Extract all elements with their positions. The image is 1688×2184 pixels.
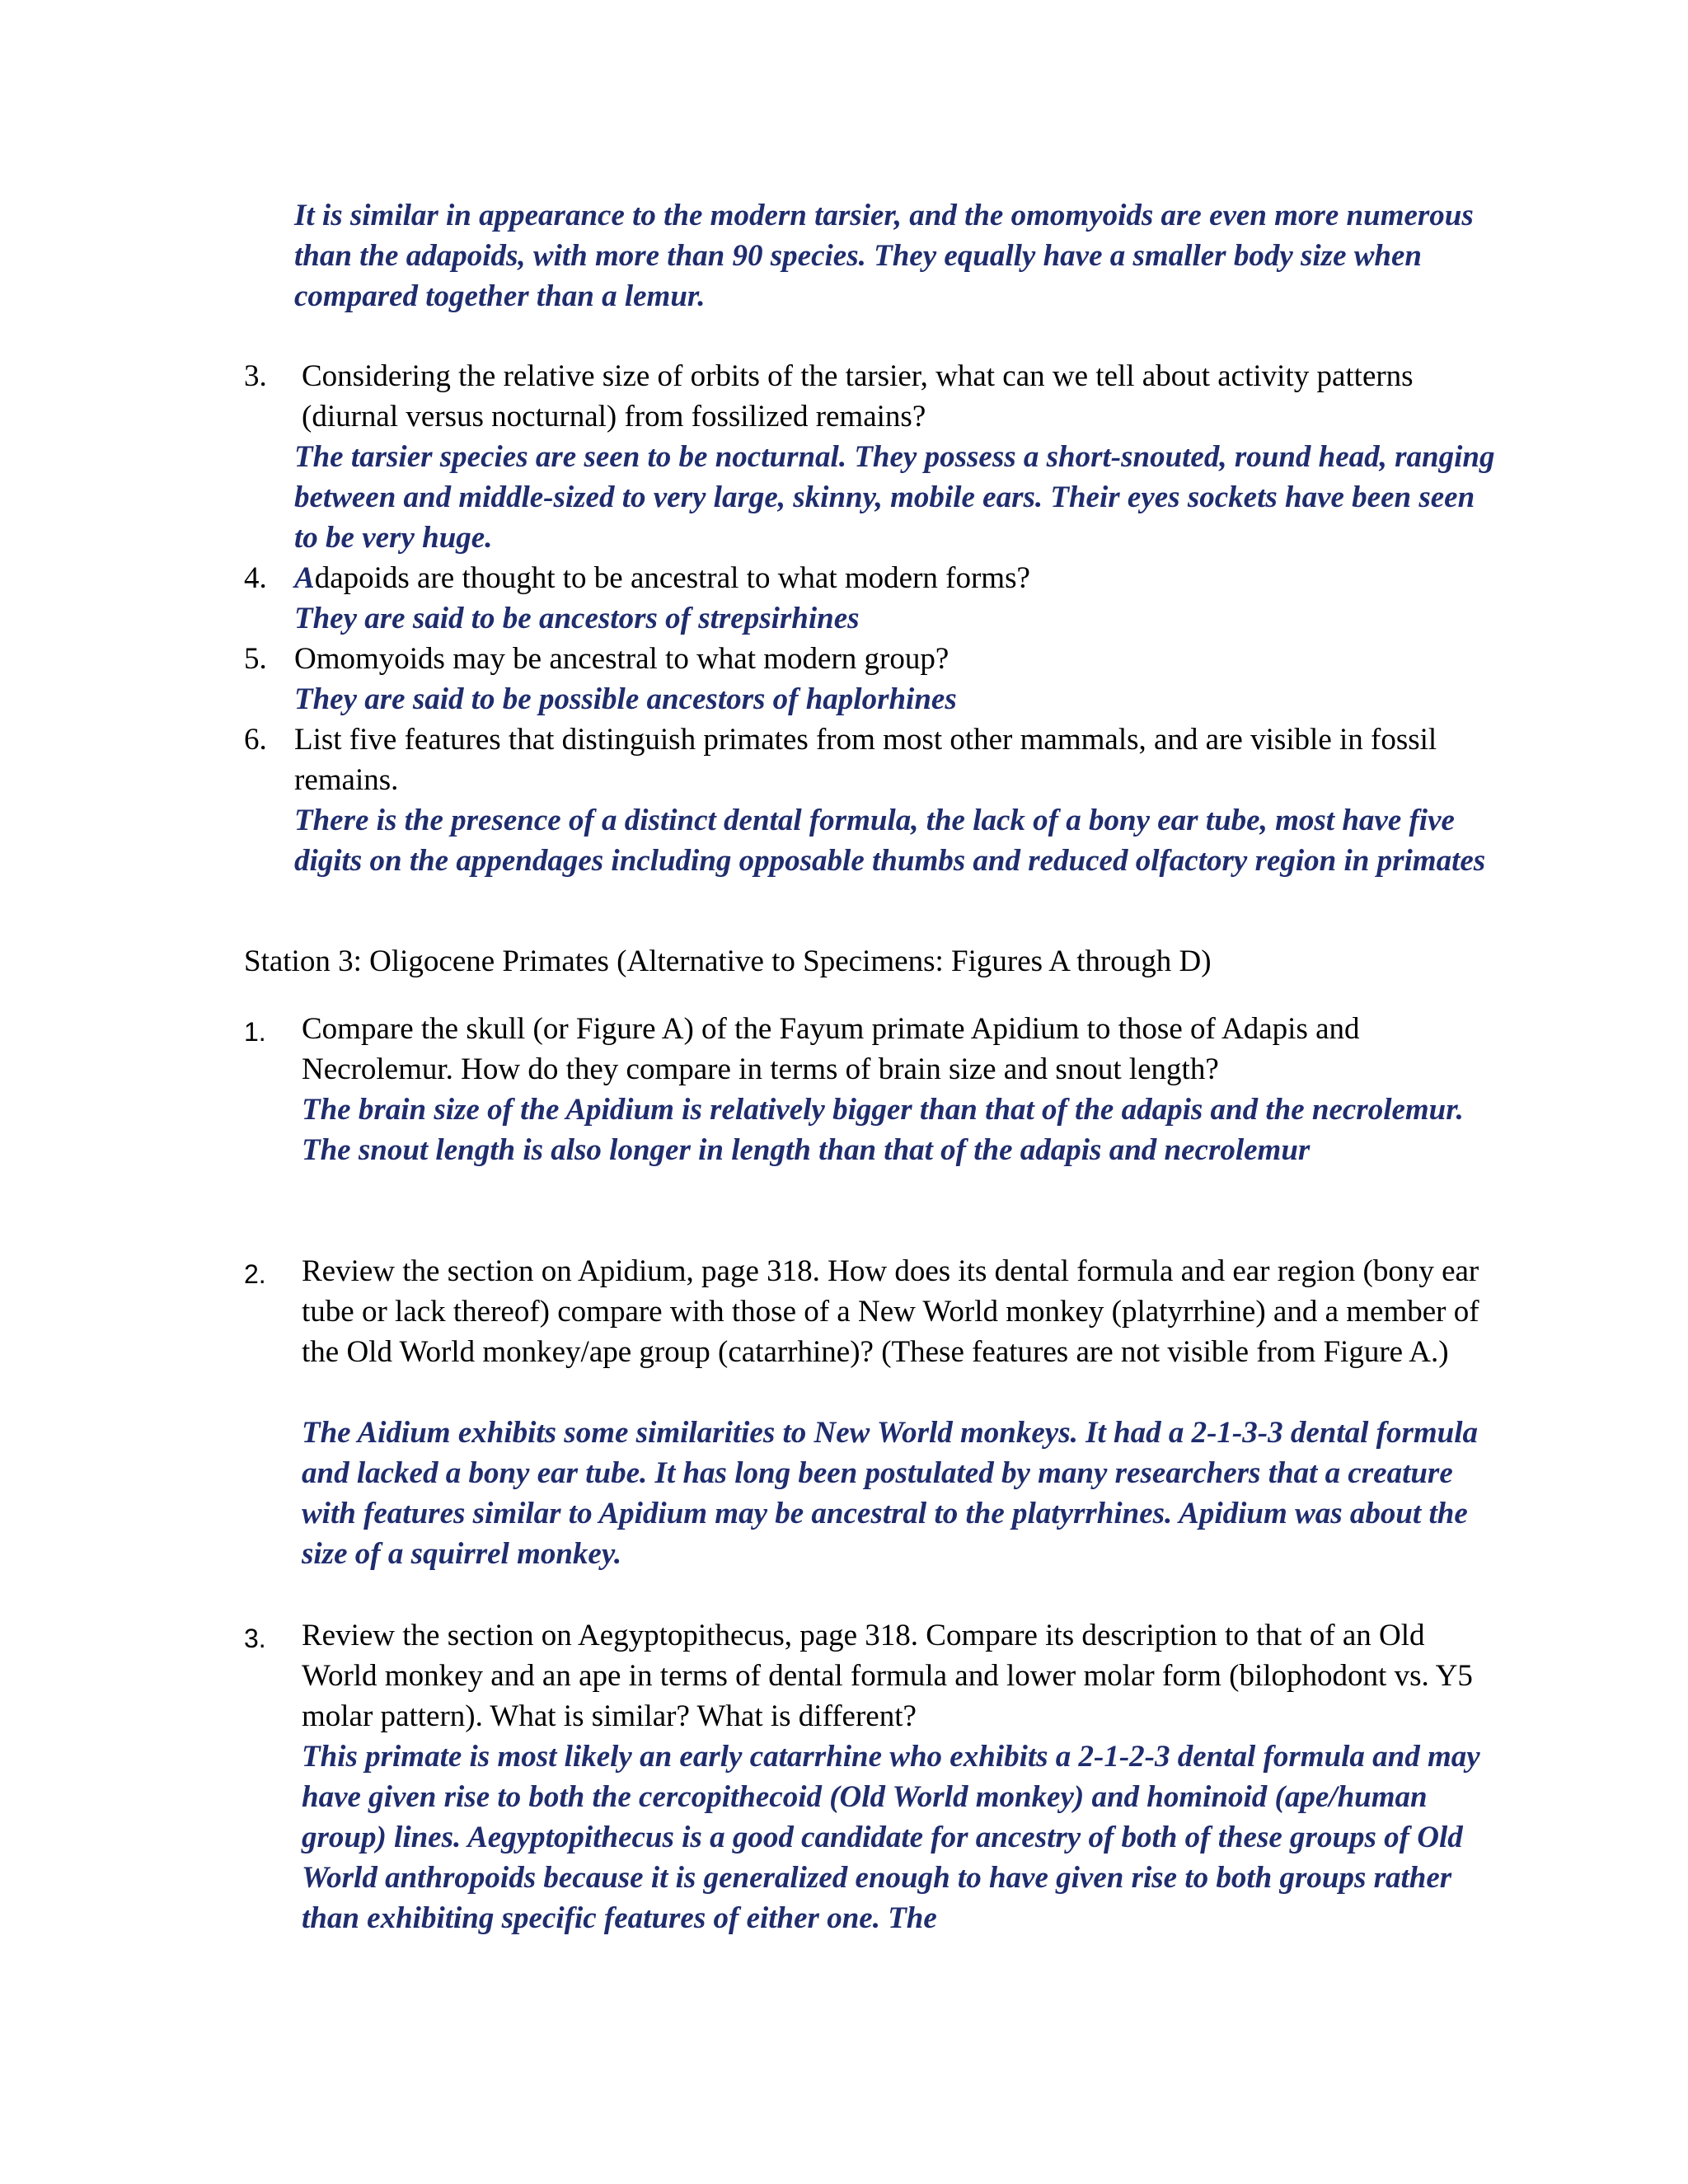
s3-question-2: [244, 1251, 1505, 1372]
question-6: [244, 719, 1505, 800]
answer-4: They are said to be ancestors of strepsirhines: [294, 602, 860, 635]
question-number: 3.: [244, 359, 267, 393]
s3-question-1: [244, 1009, 1505, 1090]
question-number: 4.: [244, 561, 267, 595]
question-number: 6.: [244, 723, 267, 757]
s3-answer-2: The Aidium exhibits some similarities to New World monkeys. It had a 2-1-3-3 dental formula and lacked a bony ear tube. It has long been postulated by many researchers that a creature with features similar to Apidium may be ancestral to the platyrrhines. Apidium was about the size of a squirrel monkey.: [302, 1416, 1478, 1571]
question-text: Considering the relative size of orbits of the tarsier, what can we tell about activity patterns (diurnal versus nocturnal) from fossilized remains?: [302, 359, 1414, 434]
intro-answer: It is similar in appearance to the modern tarsier, and the omomyoids are even more numerous than the adapoids, with more than 90 species. They equally have a smaller body size when compared together than a lemur.: [294, 199, 1474, 313]
question-text: [294, 558, 1505, 598]
s3-answer-3: This primate is most likely an early catarrhine who exhibits a 2-1-2-3 dental formula and may have given rise to both the cercopithecoid (Old World monkey) and hominoid (ape/human group) lines. Aegyptopithecus is a good candidate for ancestry of both of these groups of Old World anthropoids because it is generalized enough to have given rise to both groups rather than exhibiting specific features of either one. The: [302, 1740, 1480, 1935]
question-3: [244, 356, 1505, 437]
station-3-heading: Station 3: Oligocene Primates (Alternative to Specimens: Figures A through D): [244, 944, 1212, 978]
question-number: 5.: [244, 642, 267, 676]
question-number: 2.: [244, 1259, 266, 1289]
question-text: Compare the skull (or Figure A) of the Fayum primate Apidium to those of Adapis and Necrolemur. How do they compare in terms of brain size and snout length?: [302, 1012, 1360, 1086]
question-text: Review the section on Apidium, page 318. How does its dental formula and ear region (bony ear tube or lack thereof) compare with those of a New World monkey (platyrrhine) and a member of the Old World monkey/ape group (catarrhine)? (These features are not visible from Figure A.): [302, 1254, 1479, 1369]
s3-answer-1: The brain size of the Apidium is relatively bigger than that of the adapis and the necrolemur. The snout length is also longer in length than that of the adapis and necrolemur: [302, 1093, 1464, 1167]
question-number: 1.: [244, 1017, 266, 1047]
answer-5: They are said to be possible ancestors of haplorhines: [294, 682, 957, 716]
question-first-letter: A: [294, 561, 315, 595]
question-number: 3.: [244, 1624, 266, 1653]
question-text: Omomyoids may be ancestral to what modern group?: [294, 642, 950, 676]
s3-question-3: [244, 1615, 1505, 1736]
question-text: List five features that distinguish primates from most other mammals, and are visible in fossil remains.: [294, 723, 1437, 797]
question-4: [244, 558, 1505, 598]
answer-3: The tarsier species are seen to be nocturnal. They possess a short-snouted, round head, ranging between and middle-sized to very large, skinny, mobile ears. Their eyes sockets have been seen to be very huge.: [294, 440, 1495, 555]
question-5: [244, 639, 1505, 679]
question-text: Review the section on Aegyptopithecus, page 318. Compare its description to that of an Old World monkey and an ape in terms of dental formula and lower molar form (bilophodont vs. Y5 molar pattern). What is similar? What is different?: [302, 1619, 1473, 1733]
question-rest: dapoids are thought to be ancestral to what modern forms?: [314, 561, 1030, 595]
answer-6: There is the presence of a distinct dental formula, the lack of a bony ear tube, most have five digits on the appendages including opposable thumbs and reduced olfactory region in primates: [294, 804, 1486, 878]
